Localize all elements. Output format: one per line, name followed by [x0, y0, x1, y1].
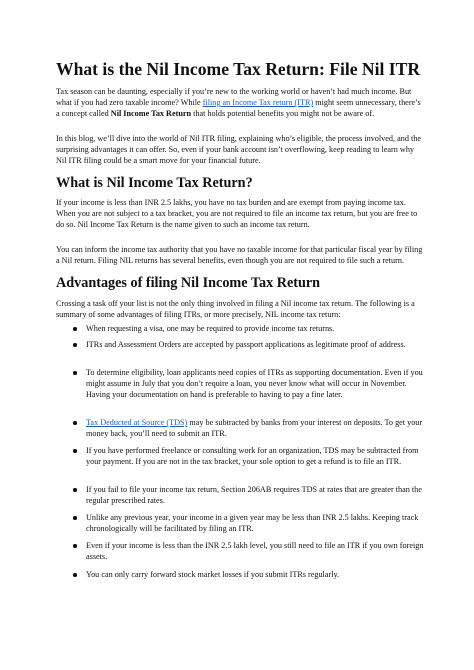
- bullet-icon: [73, 421, 77, 425]
- bullet-icon: [73, 449, 77, 453]
- list-item: [56, 367, 424, 400]
- list-item-text: To determine eligibility, loan applicants need copies of ITRs as supporting documentation. Even if you might assume in July that you don’t require a loan, you never know what will occur in November. Having your documentation on hand is preferable to having to pay a fine later.: [86, 368, 423, 399]
- list-item-text: If you have performed freelance or consulting work for an organization, TDS may be subtracted from your payment. If you are not in the tax bracket, your sole option to get a refund is to file an ITR.: [86, 446, 419, 466]
- intro1-text-before: Tax season can be daunting, especially if you’re new to the working world or haven’t had much income. But what if you had zero taxable income? While: [56, 87, 412, 107]
- section1-paragraph-2: You can inform the income tax authority that you have no taxable income for that particular fiscal year by filing a Nil return. Filing NIL returns has several benefits, even though you are not required to file such a return.: [56, 245, 423, 265]
- list-item-text: ITRs and Assessment Orders are accepted by passport applications as legitimate proof of address.: [86, 340, 406, 349]
- tds-link[interactable]: Tax Deducted at Source (TDS): [86, 418, 188, 427]
- list-item: [56, 512, 424, 534]
- intro-paragraph-1: [56, 86, 424, 119]
- page-title: What is the Nil Income Tax Return: File Nil ITR: [56, 59, 421, 79]
- section2-heading: Advantages of filing Nil Income Tax Return: [56, 275, 321, 291]
- section1-heading: What is Nil Income Tax Return?: [56, 175, 253, 191]
- bullet-icon: [73, 544, 77, 548]
- list-item: [56, 569, 424, 580]
- bullet-icon: [73, 327, 77, 331]
- list-item: [56, 540, 424, 562]
- list-item-text: Unlike any previous year, your income in a given year may be less than INR 2.5 lakhs. Keeping track chronologically will be facilitated by filing an ITR.: [86, 513, 419, 533]
- list-item: [56, 339, 424, 350]
- bullet-icon: [73, 573, 77, 577]
- list-item-text: Even if your income is less than the INR 2.5 lakh level, you still need to file an ITR if you own foreign assets.: [86, 541, 424, 561]
- bullet-icon: [73, 488, 77, 492]
- list-item: [56, 445, 424, 467]
- list-item: [56, 484, 424, 506]
- bullet-icon: [73, 343, 77, 347]
- section2-intro: Crossing a task off your list is not the only thing involved in filing a Nil income tax return. The following is a summary of some advantages of filing ITRs, or more precisely, NIL income tax return:: [56, 299, 415, 319]
- section1-paragraph-1: If your income is less than INR 2.5 lakhs, you have no tax burden and are exempt from paying income tax. When you are not subject to a tax bracket, you are not required to file an income tax return, but you are free to do so. Nil Income Tax Return is the name given to such an income tax return.: [56, 198, 418, 229]
- list-item-text: If you fail to file your income tax return, Section 206AB requires TDS at rates that are greater than the regular prescribed rates.: [86, 485, 422, 505]
- intro1-text-middle: might seem unnecessary, there’s a concept called: [56, 98, 421, 118]
- list-item-text: When requesting a visa, one may be required to provide income tax returns.: [86, 324, 335, 333]
- list-item: [56, 323, 424, 334]
- itr-filing-link[interactable]: filing an Income Tax return (ITR): [202, 98, 314, 107]
- list-item: [56, 417, 424, 439]
- list-item-text: may be subtracted by banks from your interest on deposits. To get your money back, you’ll need to submit an ITR.: [86, 418, 423, 438]
- bullet-icon: [73, 371, 77, 375]
- intro1-text-after: that holds potential benefits you might not be aware of.: [191, 109, 375, 118]
- intro-paragraph-2: In this blog, we’ll dive into the world of Nil ITR filing, explaining who’s eligible, the process involved, and the surprising advantages it can offer. So, even if your bank account isn’t overflowing, keep reading to learn why Nil ITR filing could be a smart move for your financial future.: [56, 134, 421, 165]
- intro1-bold-term: Nil Income Tax Return: [110, 109, 192, 118]
- bullet-icon: [73, 516, 77, 520]
- list-item-text: You can only carry forward stock market losses if you submit ITRs regularly.: [86, 570, 340, 579]
